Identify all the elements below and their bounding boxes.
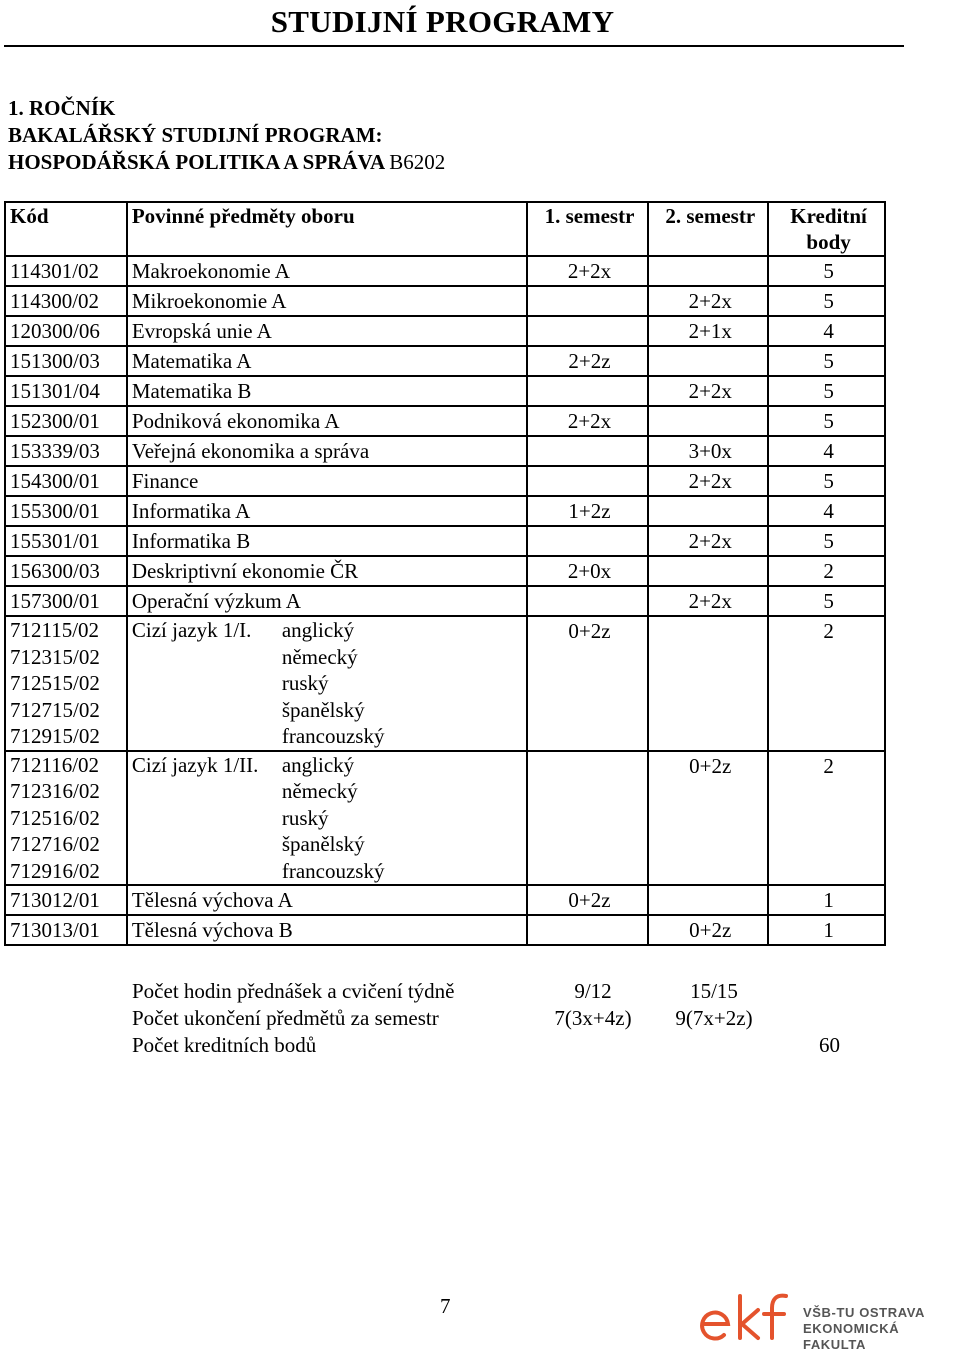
- course-name: Tělesná výchova A: [127, 885, 527, 915]
- lang2-code: 712916/02: [10, 858, 100, 883]
- table-row: [5, 556, 885, 586]
- lang1-code: 712315/02: [10, 644, 100, 669]
- course-code: 152300/01: [5, 406, 127, 436]
- summary-sem1: 7(3x+4z): [554, 1006, 632, 1030]
- sem2-hours: 2+2x: [648, 376, 768, 406]
- course-code: 153339/03: [5, 436, 127, 466]
- sem1-hours: 1+2z: [527, 496, 649, 526]
- lang1-code: 712715/02: [10, 697, 100, 722]
- course-rows: [5, 256, 885, 616]
- table-row: [5, 406, 885, 436]
- language: španělský: [281, 697, 365, 722]
- course-name: Veřejná ekonomika a správa: [127, 436, 527, 466]
- credits: 5: [768, 286, 885, 316]
- lang1-name: Cizí jazyk 1/I.: [131, 618, 252, 642]
- language: ruský: [281, 805, 329, 830]
- course-code: 155300/01: [5, 496, 127, 526]
- credits: 5: [768, 406, 885, 436]
- sem2-hours: [648, 256, 768, 286]
- course-name: Informatika A: [127, 496, 527, 526]
- course-code: 713012/01: [5, 885, 127, 915]
- lang2-code: 712716/02: [10, 832, 100, 856]
- sem1-hours: 0+2z: [527, 885, 649, 915]
- credits: 4: [768, 436, 885, 466]
- header-name: Povinné předměty oboru: [127, 202, 527, 256]
- table-row: [5, 256, 885, 286]
- table-row: [5, 586, 885, 616]
- header-credits: Kreditní body: [768, 202, 885, 256]
- program-name: HOSPODÁŘSKÁ POLITIKA A SPRÁVA: [8, 150, 384, 174]
- course-code: 713013/01: [5, 915, 127, 945]
- credits: 4: [768, 316, 885, 346]
- table-header-row: [5, 202, 885, 256]
- year-heading: 1. ROČNÍK: [8, 96, 116, 120]
- lang1-credits: 2: [768, 616, 885, 751]
- sem2-hours: 0+2z: [648, 915, 768, 945]
- ekf-logo-icon: [700, 1290, 800, 1345]
- sem2-hours: [648, 406, 768, 436]
- header-code: Kód: [5, 202, 127, 256]
- course-name: Deskriptivní ekonomie ČR: [127, 556, 527, 586]
- language: ruský: [281, 671, 329, 695]
- table-row: [5, 526, 885, 556]
- credits: 1: [768, 885, 885, 915]
- course-name: Matematika B: [127, 376, 527, 406]
- course-name: Evropská unie A: [127, 316, 527, 346]
- course-code: 120300/06: [5, 316, 127, 346]
- language-rows: [5, 616, 885, 885]
- table-row: [5, 915, 885, 945]
- lang1-code: 712115/02: [10, 618, 100, 642]
- page-title: STUDIJNÍ PROGRAMY: [270, 4, 615, 39]
- lang2-name-cell: [127, 751, 527, 886]
- logo-line2: EKONOMICKÁ FAKULTA: [803, 1321, 900, 1352]
- lang1-sem2: [648, 616, 768, 751]
- language: anglický: [281, 618, 355, 642]
- page-number: 7: [440, 1294, 451, 1318]
- sem2-hours: [648, 556, 768, 586]
- sem1-hours: [527, 376, 649, 406]
- lang2-sem1: [527, 751, 649, 886]
- title-underline: [4, 45, 904, 47]
- table-row: [5, 885, 885, 915]
- language: anglický: [281, 752, 355, 777]
- lang2-sem2: 0+2z: [648, 751, 768, 886]
- course-code: 114301/02: [5, 256, 127, 286]
- sem1-hours: [527, 915, 649, 945]
- sem1-hours: 2+2z: [527, 346, 649, 376]
- course-code: 151301/04: [5, 376, 127, 406]
- lang2-code: 712516/02: [10, 805, 100, 830]
- course-name: Informatika B: [127, 526, 527, 556]
- course-code: 114300/02: [5, 286, 127, 316]
- lang2-codes: [5, 751, 127, 886]
- course-name: Tělesná výchova B: [127, 915, 527, 945]
- header-sem1: 1. semestr: [527, 202, 649, 256]
- tail-rows: [5, 885, 885, 945]
- header-sem2: 2. semestr: [648, 202, 768, 256]
- course-code: 151300/03: [5, 346, 127, 376]
- sem1-hours: 2+2x: [527, 406, 649, 436]
- language: německý: [281, 779, 358, 803]
- course-code: 155301/01: [5, 526, 127, 556]
- course-name: Podniková ekonomika A: [127, 406, 527, 436]
- sem2-hours: 3+0x: [648, 436, 768, 466]
- sem2-hours: 2+2x: [648, 466, 768, 496]
- program-type-heading: BAKALÁŘSKÝ STUDIJNÍ PROGRAM:: [8, 123, 383, 147]
- credits: 5: [768, 586, 885, 616]
- course-name: Mikroekonomie A: [127, 286, 527, 316]
- credits: 5: [768, 526, 885, 556]
- sem2-hours: [648, 885, 768, 915]
- logo-line1: VŠB-TU OSTRAVA: [803, 1305, 926, 1320]
- lang1-name-cell: [127, 616, 527, 751]
- lang2-code: 712116/02: [10, 752, 100, 777]
- sem2-hours: 2+2x: [648, 586, 768, 616]
- sem2-hours: 2+1x: [648, 316, 768, 346]
- table-row: [5, 436, 885, 466]
- sem1-hours: 2+0x: [527, 556, 649, 586]
- summary-credits: 60: [819, 1033, 840, 1057]
- sem1-hours: [527, 436, 649, 466]
- table-row-lang1: [5, 616, 885, 751]
- lang1-sem1: 0+2z: [527, 616, 649, 751]
- credits: 2: [768, 556, 885, 586]
- language: francouzský: [281, 858, 385, 883]
- sem1-hours: [527, 526, 649, 556]
- sem1-hours: [527, 466, 649, 496]
- lang2-code: 712316/02: [10, 779, 100, 803]
- lang1-code: 712515/02: [10, 671, 100, 695]
- table-row: [5, 316, 885, 346]
- language: německý: [281, 644, 358, 669]
- program-name-heading: [8, 150, 445, 175]
- summary-label: Počet kreditních bodů: [132, 1033, 317, 1057]
- table-row: [5, 286, 885, 316]
- table-row: [5, 346, 885, 376]
- sem2-hours: [648, 346, 768, 376]
- table-row-lang2: [5, 751, 885, 886]
- language: španělský: [281, 832, 365, 856]
- course-code: 154300/01: [5, 466, 127, 496]
- summary-sem2: 9(7x+2z): [675, 1006, 753, 1030]
- lang1-code: 712915/02: [10, 724, 100, 748]
- lang2-credits: 2: [768, 751, 885, 886]
- sem1-hours: [527, 286, 649, 316]
- course-code: 156300/03: [5, 556, 127, 586]
- course-name: Finance: [127, 466, 527, 496]
- sem2-hours: 2+2x: [648, 286, 768, 316]
- course-code: 157300/01: [5, 586, 127, 616]
- credits: 5: [768, 466, 885, 496]
- program-code: B6202: [389, 150, 446, 174]
- course-name: Operační výzkum A: [127, 586, 527, 616]
- language: francouzský: [281, 724, 385, 748]
- credits: 5: [768, 346, 885, 376]
- table-row: [5, 376, 885, 406]
- sem2-hours: 2+2x: [648, 526, 768, 556]
- course-name: Makroekonomie A: [127, 256, 527, 286]
- sem1-hours: [527, 316, 649, 346]
- sem1-hours: 2+2x: [527, 256, 649, 286]
- table-row: [5, 466, 885, 496]
- course-name: Matematika A: [127, 346, 527, 376]
- table-row: [5, 496, 885, 526]
- lang2-name: Cizí jazyk 1/II.: [131, 752, 259, 777]
- summary-sem1: 9/12: [574, 979, 612, 1003]
- credits: 1: [768, 915, 885, 945]
- lang1-codes: [5, 616, 127, 751]
- credits: 4: [768, 496, 885, 526]
- faculty-logo: [700, 1290, 960, 1352]
- summary-label: Počet ukončení předmětů za semestr: [132, 1006, 439, 1030]
- course-table: [4, 201, 886, 946]
- summary-sem2: 15/15: [690, 979, 738, 1003]
- logo-text: [803, 1305, 960, 1353]
- credits: 5: [768, 376, 885, 406]
- sem1-hours: [527, 586, 649, 616]
- sem2-hours: [648, 496, 768, 526]
- credits: 5: [768, 256, 885, 286]
- summary-label: Počet hodin přednášek a cvičení týdně: [132, 979, 455, 1003]
